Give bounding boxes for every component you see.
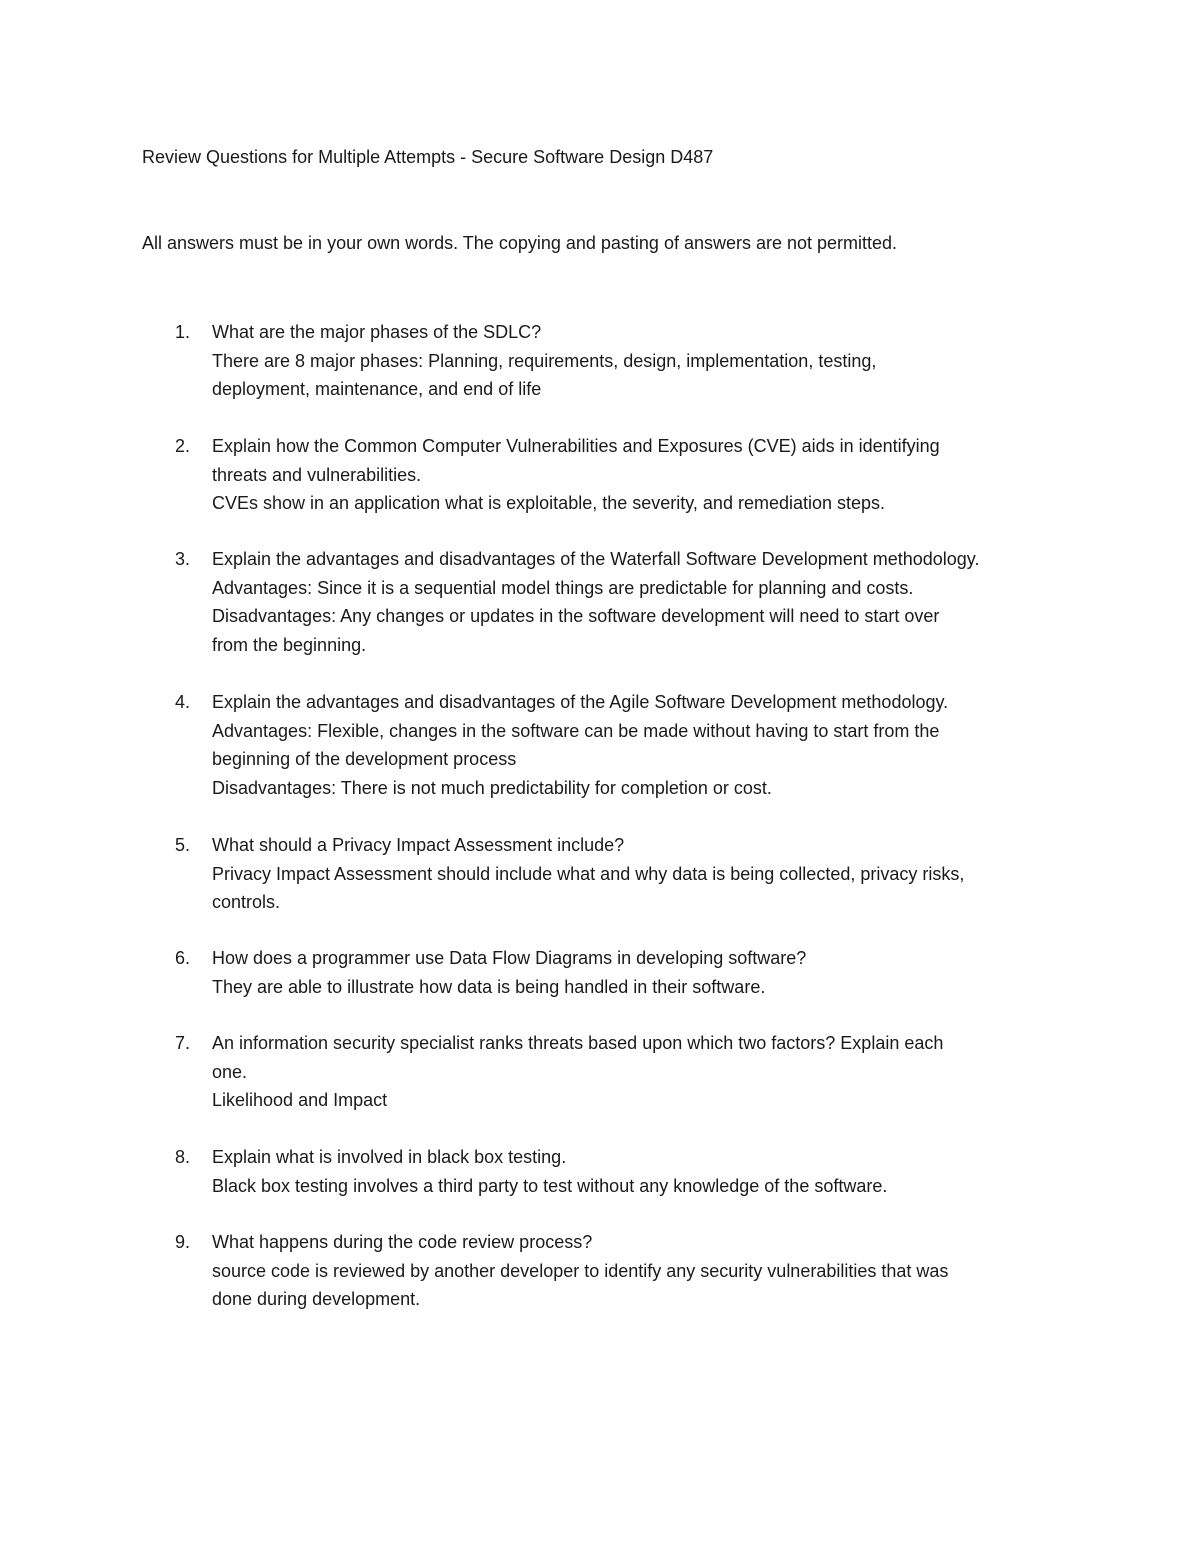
answer-text-line: Advantages: Flexible, changes in the software can be made without having to start from the [212, 720, 940, 741]
question-number: 8. [175, 1147, 191, 1167]
answer-text-line: controls. [212, 892, 281, 912]
question-text-line: How does a programmer use Data Flow Diagrams in developing software? [212, 948, 807, 968]
question-number: 2. [175, 436, 191, 456]
question-body [212, 318, 1072, 404]
question-body [212, 1143, 1072, 1200]
question-body [212, 432, 1072, 518]
answer-text-line: done during development. [212, 1289, 421, 1309]
question-text-line: What should a Privacy Impact Assessment include? [212, 835, 625, 855]
answer-text-line: from the beginning. [212, 634, 367, 655]
answer-text-line: beginning of the development process [212, 749, 517, 769]
answer-text-line: CVEs show in an application what is exploitable, the severity, and remediation steps. [212, 493, 886, 513]
answer-text-line: threats and vulnerabilities. [212, 464, 422, 485]
answer-text-line: Disadvantages: There is not much predictability for completion or cost. [212, 777, 772, 798]
question-body [212, 944, 1072, 1001]
question-body [212, 545, 1072, 659]
question-body [212, 831, 1072, 917]
answer-text-line: Disadvantages: Any changes or updates in the software development will need to start over [212, 606, 940, 626]
question-number: 1. [175, 322, 191, 342]
question-text-line: Explain what is involved in black box testing. [212, 1147, 567, 1167]
question-number: 7. [175, 1033, 191, 1053]
question-number: 4. [175, 692, 191, 712]
question-number: 9. [175, 1232, 191, 1252]
question-text-line: Explain the advantages and disadvantages of the Waterfall Software Development methodology. [212, 549, 980, 569]
question-text-line: What happens during the code review process? [212, 1232, 593, 1252]
question-text-line: Explain the advantages and disadvantages of the Agile Software Development methodology. [212, 692, 949, 712]
question-number: 6. [175, 948, 191, 968]
question-body [212, 688, 1072, 802]
answer-text-line: Advantages: Since it is a sequential model things are predictable for planning and costs. [212, 577, 914, 598]
question-number: 3. [175, 549, 191, 569]
answer-text-line: Black box testing involves a third party to test without any knowledge of the software. [212, 1175, 888, 1196]
question-text-line: What are the major phases of the SDLC? [212, 322, 542, 342]
answer-text-line: There are 8 major phases: Planning, requirements, design, implementation, testing, [212, 350, 877, 371]
answer-text-line: They are able to illustrate how data is being handled in their software. [212, 976, 766, 997]
answer-text-line: Privacy Impact Assessment should include what and why data is being collected, privacy risks, [212, 863, 965, 884]
answer-text-line: Likelihood and Impact [212, 1090, 388, 1110]
document-title: Review Questions for Multiple Attempts - Secure Software Design D487 [142, 147, 714, 167]
question-body [212, 1228, 1072, 1314]
question-text-line: Explain how the Common Computer Vulnerabilities and Exposures (CVE) aids in identifying [212, 436, 940, 456]
question-number: 5. [175, 835, 191, 855]
question-text-line: An information security specialist ranks threats based upon which two factors? Explain each [212, 1033, 944, 1053]
answer-text-line: deployment, maintenance, and end of life [212, 379, 542, 399]
answer-text-line: one. [212, 1061, 248, 1082]
question-body [212, 1029, 1072, 1115]
document-instruction: All answers must be in your own words. The copying and pasting of answers are not permitted. [142, 233, 898, 253]
answer-text-line: source code is reviewed by another developer to identify any security vulnerabilities that was [212, 1260, 949, 1281]
